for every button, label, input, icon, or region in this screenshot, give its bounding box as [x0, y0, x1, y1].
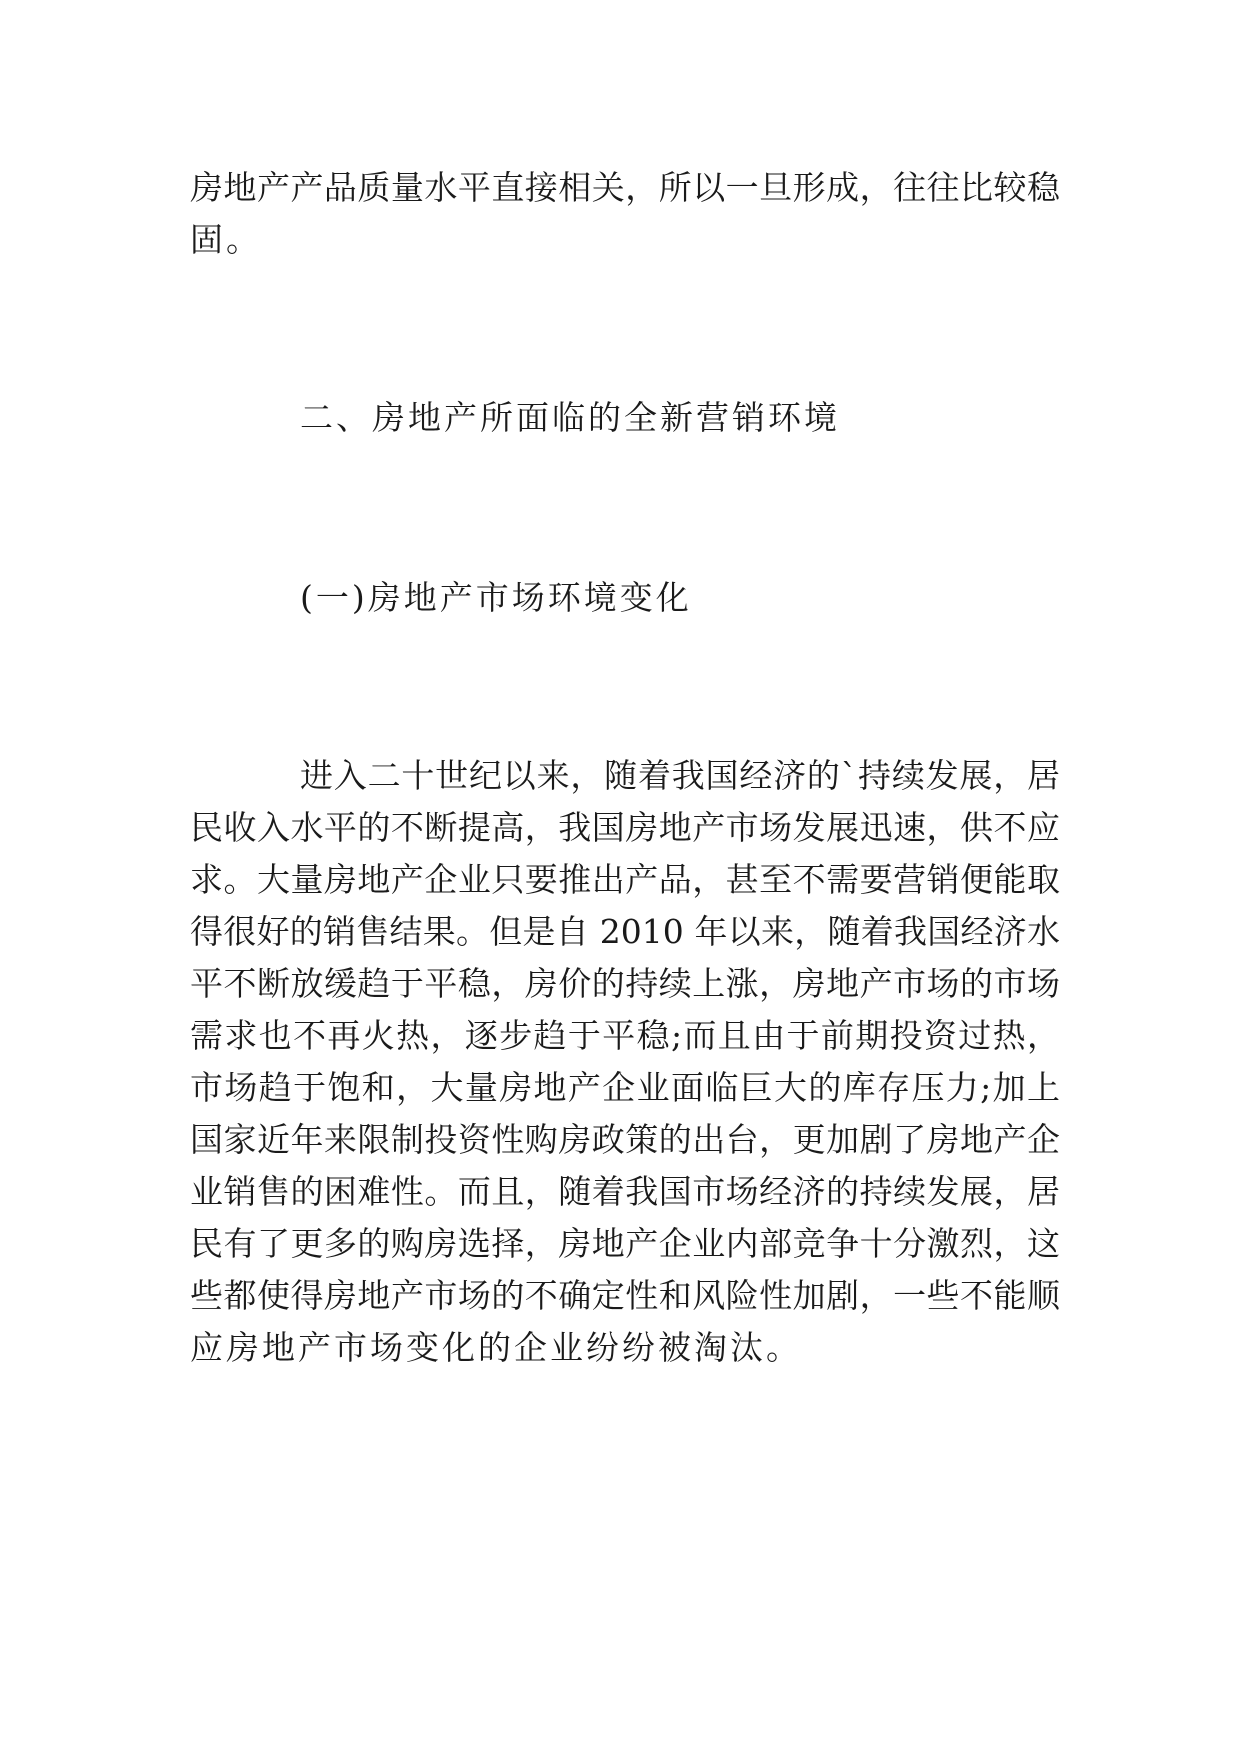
paragraph-line-11: 些都使得房地产市场的不确定性和风险性加剧，一些不能顺	[190, 1276, 1060, 1315]
paragraph-line-5: 平不断放缓趋于平稳，房价的持续上涨，房地产市场的市场	[190, 964, 1060, 1003]
paragraph-line-9: 业销售的困难性。而且，随着我国市场经济的持续发展，居	[190, 1172, 1060, 1211]
carry-over-line-1: 房地产产品质量水平直接相关，所以一旦形成，往往比较稳	[190, 168, 1060, 207]
paragraph-line-12: 应房地产市场变化的企业纷纷被淘汰。	[190, 1328, 802, 1367]
paragraph-line-10: 民有了更多的购房选择，房地产企业内部竞争十分激烈，这	[190, 1224, 1060, 1263]
paragraph-line-6: 需求也不再火热，逐步趋于平稳;而且由于前期投资过热，	[190, 1016, 1060, 1055]
paragraph-line-8: 国家近年来限制投资性购房政策的出台，更加剧了房地产企	[190, 1120, 1060, 1159]
section-heading: 二、房地产所面临的全新营销环境	[300, 398, 840, 437]
paragraph-line-2: 民收入水平的不断提高，我国房地产市场发展迅速，供不应	[190, 808, 1060, 847]
paragraph-line-7: 市场趋于饱和，大量房地产企业面临巨大的库存压力;加上	[190, 1068, 1060, 1107]
carry-over-line-2: 固。	[190, 220, 262, 259]
paragraph-line-1: 进入二十世纪以来，随着我国经济的`持续发展，居	[300, 756, 1060, 795]
subsection-heading: (一)房地产市场环境变化	[300, 578, 692, 617]
paragraph-line-3: 求。大量房地产企业只要推出产品，甚至不需要营销便能取	[190, 860, 1060, 899]
paragraph-line-4: 得很好的销售结果。但是自 2010 年以来，随着我国经济水	[190, 912, 1060, 951]
